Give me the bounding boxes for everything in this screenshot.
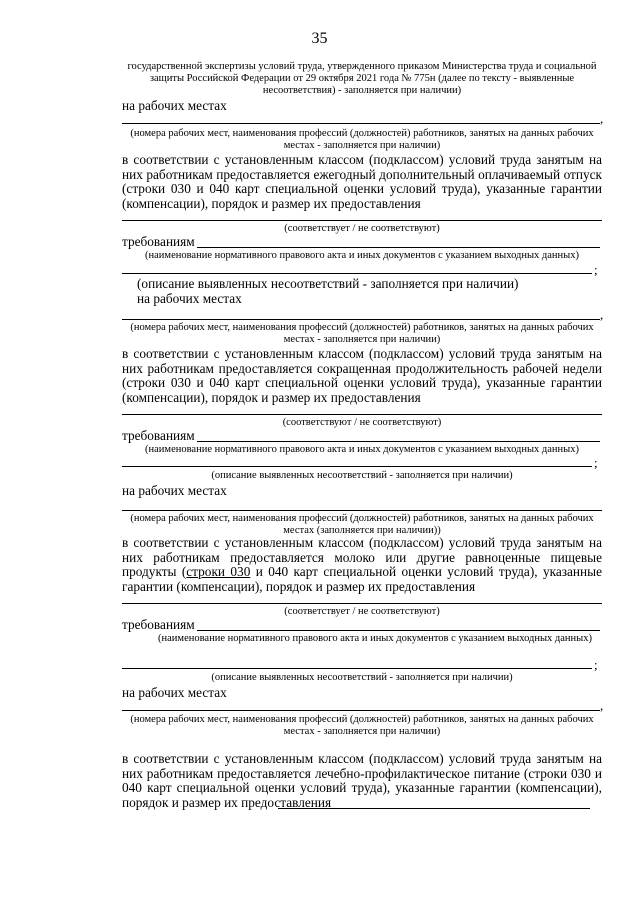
fill-line[interactable] [122, 319, 600, 320]
comma-mark: , [600, 111, 604, 126]
caption-workplaces-2: (номера рабочих мест, наименования профессий (должностей) работников, занятых на данных рабочих местах - заполняется при наличии) [130, 322, 594, 345]
fill-line[interactable] [122, 273, 592, 274]
paragraph-milk-text-2: и 040 карт специальной оценки условий труда), указанные гарантии (компенсации), порядок и размер их предоставления [122, 564, 602, 594]
fill-line[interactable] [278, 808, 590, 809]
caption-workplaces-1: (номера рабочих мест, наименования профессий (должностей) работников, занятых на данных рабочих местах - заполняется при наличии) [130, 128, 594, 151]
caption-conformity-2: (соответствуют / не соответствуют) [282, 417, 442, 428]
label-workplaces-1: на рабочих местах [122, 98, 227, 113]
caption-conformity-3: (соответствует / не соответствуют) [284, 606, 440, 617]
caption-conformity-1: (соответствует / не соответствуют) [284, 223, 440, 234]
caption-workplaces-3: (номера рабочих мест, наименования профессий (должностей) работников, занятых на данных рабочих местах (заполняется при наличии)) [130, 513, 594, 536]
caption-discrepancy-2: (описание выявленных несоответствий - заполняется при наличии) [211, 470, 513, 481]
paragraph-shortened-week: в соответствии с установленным классом (подклассом) условий труда занятым на них работникам предоставляется сокращенная продолжительность рабочей недели (строки 030 и 040 карт специальной оценки условий труда), указанные гарантии (компенсации), порядок и размер их предоставления [122, 346, 602, 405]
label-requirements-1: требованиям [122, 234, 195, 249]
caption-normative-act-2: (наименование нормативного правового акта и иных документов с указанием выходных данных) [145, 444, 579, 455]
paragraph-milk-text-1: в соответствии с установленным классом (подклассом) условий труда занятым на них работникам предоставляется молоко или другие равноценные пищевые продукты [122, 535, 602, 580]
paragraph-annual-leave: в соответствии с установленным классом (подклассом) условий труда занятым на них работникам предоставляется ежегодный дополнительный оплачиваемый отпуск (строки 030 и 040 карт специальной оценки условий труда), указанные гарантии (компенсации), порядок и размер их предоставления [122, 152, 602, 211]
label-workplaces-4: на рабочих местах [122, 685, 227, 700]
link-row-030[interactable]: строки 030 [186, 564, 251, 580]
fill-line[interactable] [122, 710, 600, 711]
label-requirements-2: требованиям [122, 428, 195, 443]
intro-text: государственной экспертизы условий труда, утвержденного приказом Министерства труда и социальной защиты Российской Федерации от 29 октября 2021 года № 775н (далее по тексту - выявленные несоответствия) - заполняется при наличии) [127, 61, 597, 96]
fill-line[interactable] [122, 466, 592, 467]
fill-line[interactable] [122, 123, 600, 124]
fill-line[interactable] [197, 630, 600, 631]
fill-line[interactable] [122, 668, 592, 669]
semicolon-mark: ; [594, 455, 598, 470]
fill-line[interactable] [197, 247, 600, 248]
comma-mark: , [600, 307, 604, 322]
semicolon-mark: ; [594, 262, 598, 277]
page-number: 35 [311, 30, 328, 47]
comma-mark: , [600, 698, 604, 713]
label-workplaces-2: на рабочих местах [137, 291, 242, 306]
caption-discrepancy-3: (описание выявленных несоответствий - заполняется при наличии) [211, 672, 513, 683]
fill-line[interactable] [122, 220, 602, 221]
semicolon-mark: ; [594, 657, 598, 672]
label-workplaces-3: на рабочих местах [122, 483, 227, 498]
caption-normative-act-3: (наименование нормативного правового акта и иных документов с указанием выходных данных) [158, 633, 592, 644]
caption-normative-act-1: (наименование нормативного правового акта и иных документов с указанием выходных данных) [145, 250, 579, 261]
fill-line[interactable] [122, 603, 602, 604]
fill-line[interactable] [122, 510, 602, 511]
fill-line[interactable] [122, 414, 602, 415]
fill-line[interactable] [197, 441, 600, 442]
label-requirements-3: требованиям [122, 617, 195, 632]
caption-workplaces-4: (номера рабочих мест, наименования профессий (должностей) работников, занятых на данных рабочих местах - заполняется при наличии) [130, 714, 594, 737]
paragraph-milk: в соответствии с установленным классом (подклассом) условий труда занятым на них работникам предоставляется молоко или другие равноценные пищевые продукты (строки 030 и 040 карт специальной оценки условий труда), указанные гарантии (компенсации), порядок и размер их предоставления [122, 535, 602, 594]
caption-discrepancy-1: (описание выявленных несоответствий - заполняется при наличии) [137, 276, 519, 291]
paragraph-therapeutic-nutrition: в соответствии с установленным классом (подклассом) условий труда занятым на них работникам предоставляется лечебно-профилактическое питание (строки 030 и 040 карт специальной оценки условий труда), указанные гарантии (компенсации), порядок и размер их предоставления [122, 751, 602, 810]
